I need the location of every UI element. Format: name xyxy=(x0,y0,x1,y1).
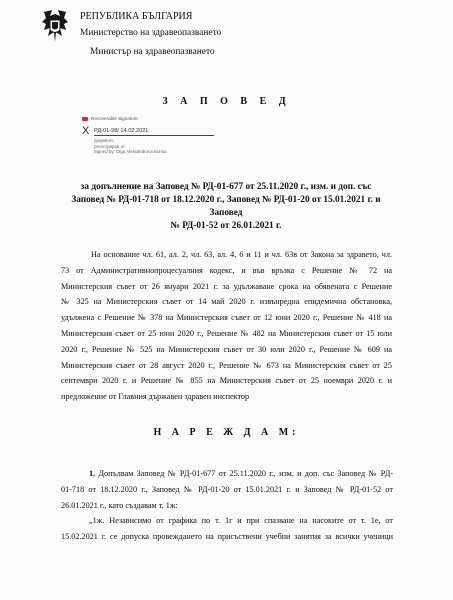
signature-meta-doc: документ, xyxy=(94,138,114,143)
signature-meta-registered: регистриран от xyxy=(94,143,125,149)
preamble-line: 73 от Административнопроцесуалния кодекс, и във връзка с Решение № 72 на xyxy=(61,265,392,275)
preamble-line: На основание чл. 61, ал. 2, чл. 63, ал. 4, 6 и 11 и чл. 63в от Закона за здравето, чл. xyxy=(91,250,392,259)
minister-title: Министър на здравеопазването xyxy=(90,47,215,57)
order-heading: Н А Р Е Ж Д А М: xyxy=(153,427,300,438)
letterhead xyxy=(80,10,221,59)
preamble-line: Министерския съвет от 25 юни 2020 г., Решение № 482 на Министерския съвет от 15 юли xyxy=(61,328,392,338)
signature-mark: X xyxy=(82,125,90,137)
preamble-line: 2020 г., Решение № 525 на Министерския съвет от 30 юли 2020 г., Решение № 609 на xyxy=(61,344,392,354)
item-number: 1. xyxy=(89,469,96,478)
preamble-line: Министерския съвет от 28 август 2020 г., Решение № 673 на Министерския съвет от 25 xyxy=(61,360,392,370)
signature-status xyxy=(82,116,214,121)
signature-metadata xyxy=(94,138,214,155)
item-line: 01-718 от 18.12.2020 г., Заповед № РД-01-20 от 15.01.2021 г. и Заповед № РД-01-52 от xyxy=(61,484,393,494)
preamble-line: предложение от Главния държавен здравен инспектор xyxy=(61,392,250,402)
preamble-line: удължена с Решение № 378 на Министерския съвет от 12 юни 2020 г., Решение № 418 на xyxy=(61,313,392,323)
signature-meta-signer: Signed by: Olga Aleksandrova Borisa xyxy=(94,149,167,155)
preamble-paragraph xyxy=(61,247,392,405)
preamble-line: Министерския съвет от 26 януари 2021 г. за удължаване срока на обявената с Решение xyxy=(61,281,392,291)
order-subject xyxy=(61,181,391,233)
subject-line: № РД-01-52 от 26.01.2021 г. xyxy=(170,221,282,231)
coat-of-arms-icon xyxy=(38,8,72,44)
item-text: Допълвам Заповед № РД-01-677 от 25.11.2020 г., изм. и доп. със Заповед № РД- xyxy=(98,469,394,478)
document-title: З А П О В Е Д xyxy=(162,96,291,107)
signature-status-label: Recoverable Signature xyxy=(91,116,138,121)
subject-line: за допълнение на Заповед № РД-01-677 от 25.11.2020 г., изм. и доп. със xyxy=(80,182,372,192)
digital-signature-block[interactable] xyxy=(82,116,214,155)
subject-line: Заповед № РД-01-718 от 18.12.2020 г., Заповед № РД-01-20 от 15.01.2021 г. и Заповед xyxy=(71,195,381,218)
signature-warning-icon xyxy=(82,117,88,121)
signature-line xyxy=(82,126,214,137)
ministry-name: Министерство на здравеопазването xyxy=(80,28,222,38)
preamble-line: № 325 на Министерския съвет от 14 май 2020 г. извънредна епидемична обстановка, xyxy=(61,297,392,307)
preamble-line: септември 2020 г. и Решение № 855 на Министерския съвет от 25 ноември 2020 г. и xyxy=(61,376,392,386)
registration-number: РД-01-98/ 14.02.2021 xyxy=(94,128,214,136)
country-name: РЕПУБЛИКА БЪЛГАРИЯ xyxy=(80,11,193,22)
item-line: 15.02.2021 г. се допуска провеждането на присъствени учебни занятия за всички ученици xyxy=(61,532,393,542)
item-line: „1ж. Независимо от графика по т. 1г и при спазване на насоките от т. 1е, от xyxy=(89,516,393,526)
order-item-1 xyxy=(61,466,393,545)
item-line xyxy=(61,466,393,482)
item-line: 26.01.2021 г., като създавам т. 1ж: xyxy=(61,500,178,510)
